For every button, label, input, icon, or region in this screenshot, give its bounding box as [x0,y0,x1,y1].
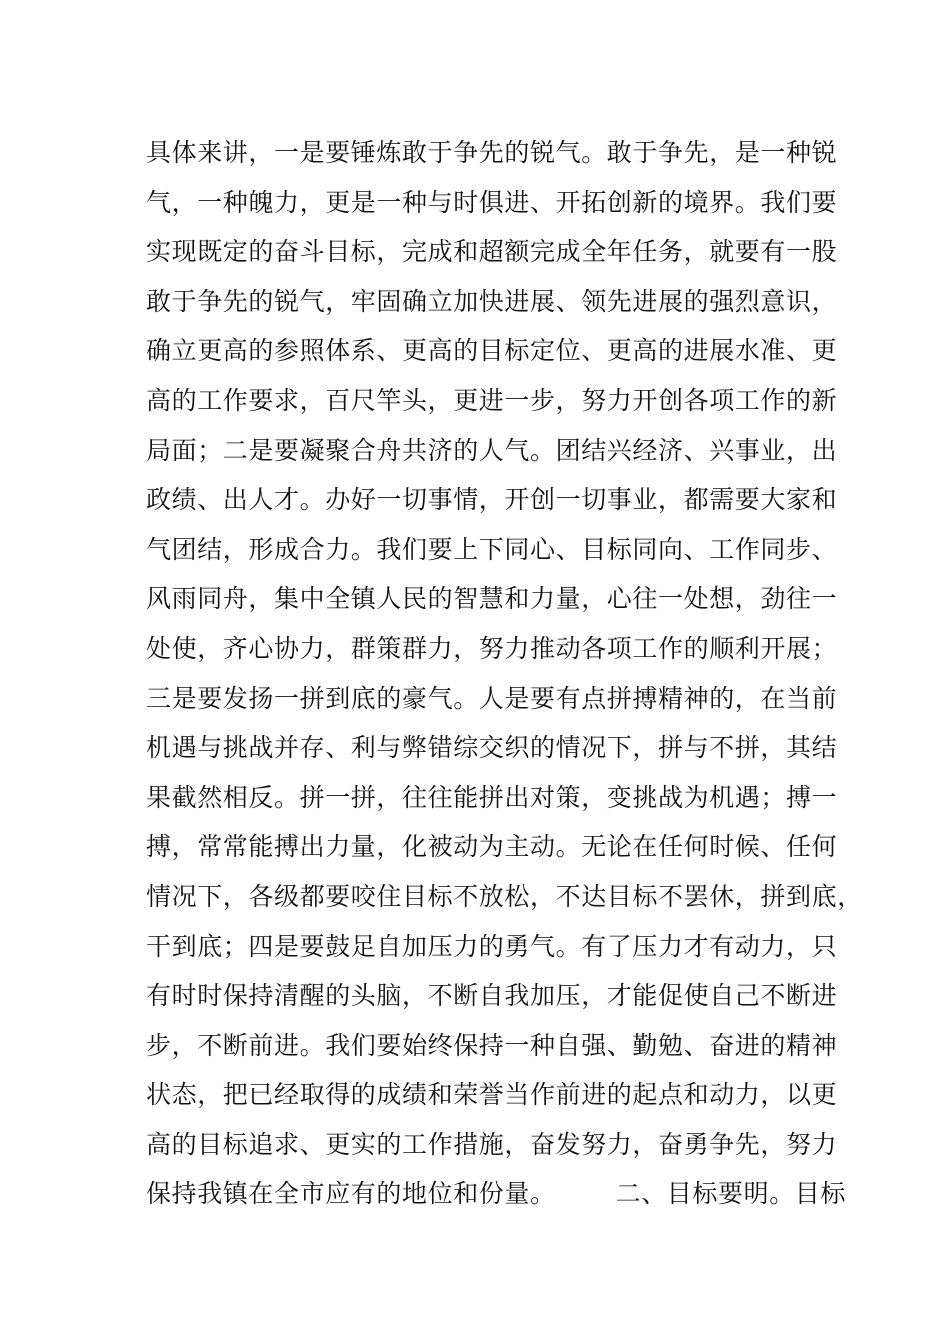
text-line: 敢于争先的锐气，牢固确立加快进展、领先进展的强烈意识， [146,286,838,316]
last-line-text: 保持我镇在全市应有的地位和份量。 [146,1179,556,1209]
section-heading-text: 二、目标要明。目标 [615,1179,847,1209]
text-line: 气，一种魄力，更是一种与时俱进、开拓创新的境界。我们要 [146,187,838,217]
body-text [146,128,863,1219]
text-line: 高的目标追求、更实的工作措施，奋发努力，奋勇争先，努力 [146,1129,838,1159]
text-line: 干到底；四是要鼓足自加压力的勇气。有了压力才有动力，只 [146,931,838,961]
text-line-last [146,1169,847,1219]
text-line: 机遇与挑战并存、利与弊错综交织的情况下，拼与不拼，其结 [146,733,838,763]
text-line: 气团结，形成合力。我们要上下同心、目标同向、工作同步、 [146,534,838,564]
text-line: 高的工作要求，百尺竿头，更进一步，努力开创各项工作的新 [146,385,838,415]
text-line: 局面；二是要凝聚合舟共济的人气。团结兴经济、兴事业，出 [146,435,838,465]
text-line: 搏，常常能搏出力量，化被动为主动。无论在任何时候、任何 [146,832,838,862]
text-line: 有时时保持清醒的头脑，不断自我加压，才能促使自己不断进 [146,981,838,1011]
text-line: 果截然相反。拼一拼，往往能拼出对策，变挑战为机遇；搏一 [146,782,838,812]
text-line: 具体来讲，一是要锤炼敢于争先的锐气。敢于争先，是一种锐 [146,138,838,167]
text-line: 三是要发扬一拼到底的豪气。人是要有点拼搏精神的，在当前 [146,683,838,713]
text-line: 处使，齐心协力，群策群力，努力推动各项工作的顺利开展； [146,633,838,663]
text-line: 步，不断前进。我们要始终保持一种自强、勤勉、奋进的精神 [146,1030,838,1060]
text-line: 政绩、出人才。办好一切事情，开创一切事业，都需要大家和 [146,485,838,515]
text-line: 风雨同舟，集中全镇人民的智慧和力量，心往一处想，劲往一 [146,584,838,614]
text-line: 确立更高的参照体系、更高的目标定位、更高的进展水准、更 [146,336,838,366]
text-line: 情况下，各级都要咬住目标不放松，不达目标不罢休，拼到底， [146,881,863,911]
text-line: 实现既定的奋斗目标，完成和超额完成全年任务，就要有一股 [146,237,838,267]
text-line: 状态，把已经取得的成绩和荣誉当作前进的起点和动力，以更 [146,1080,838,1110]
